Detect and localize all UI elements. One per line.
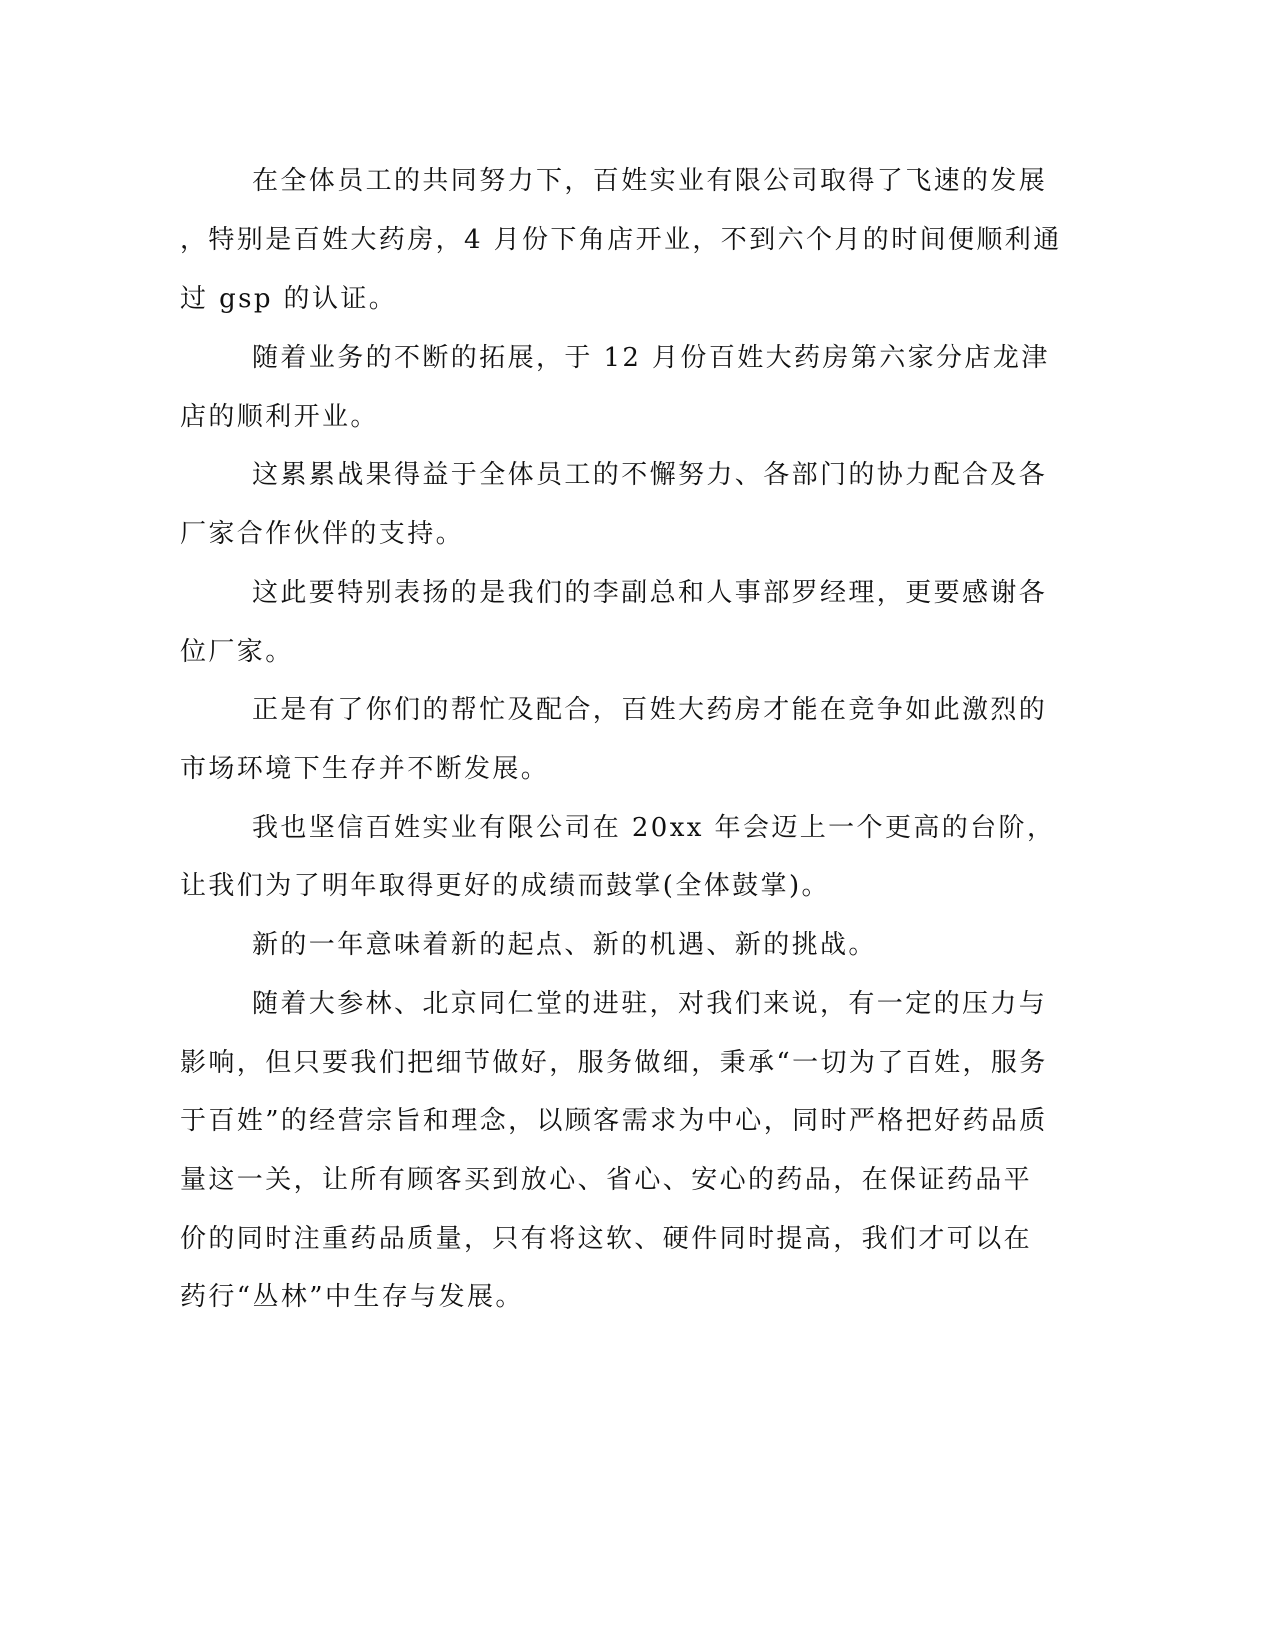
document-line: 位厂家。	[180, 637, 294, 667]
document-line: ，特别是百姓大药房，4 月份下角店开业，不到六个月的时间便顺利通	[180, 225, 1062, 255]
document-line: 市场环境下生存并不断发展。	[180, 754, 550, 784]
document-line: 这此要特别表扬的是我们的李副总和人事部罗经理，更要感谢各	[252, 578, 1048, 608]
document-line: 新的一年意味着新的起点、新的机遇、新的挑战。	[252, 930, 877, 960]
document-line: 过 gsp 的认证。	[180, 284, 398, 314]
document-line: 药行“丛林”中生存与发展。	[180, 1282, 524, 1312]
document-line: 量这一关，让所有顾客买到放心、省心、安心的药品，在保证药品平	[180, 1165, 1033, 1195]
document-line: 厂家合作伙伴的支持。	[180, 519, 465, 549]
document-line: 随着大参林、北京同仁堂的进驻，对我们来说，有一定的压力与	[252, 989, 1048, 1019]
document-line: 这累累战果得益于全体员工的不懈努力、各部门的协力配合及各	[252, 460, 1048, 490]
document-line: 随着业务的不断的拓展，于 12 月份百姓大药房第六家分店龙津	[252, 343, 1050, 373]
document-line: 正是有了你们的帮忙及配合，百姓大药房才能在竞争如此激烈的	[252, 695, 1048, 725]
document-line: 我也坚信百姓实业有限公司在 20xx 年会迈上一个更高的台阶，	[252, 813, 1056, 843]
document-line: 让我们为了明年取得更好的成绩而鼓掌(全体鼓掌)。	[180, 871, 830, 901]
document-line: 店的顺利开业。	[180, 402, 379, 432]
document-line: 价的同时注重药品质量，只有将这软、硬件同时提高，我们才可以在	[180, 1224, 1033, 1254]
document-line: 于百姓”的经营宗旨和理念，以顾客需求为中心，同时严格把好药品质	[180, 1106, 1048, 1136]
document-line: 影响，但只要我们把细节做好，服务做细，秉承“一切为了百姓，服务	[180, 1048, 1048, 1078]
document-line: 在全体员工的共同努力下，百姓实业有限公司取得了飞速的发展	[252, 166, 1048, 196]
